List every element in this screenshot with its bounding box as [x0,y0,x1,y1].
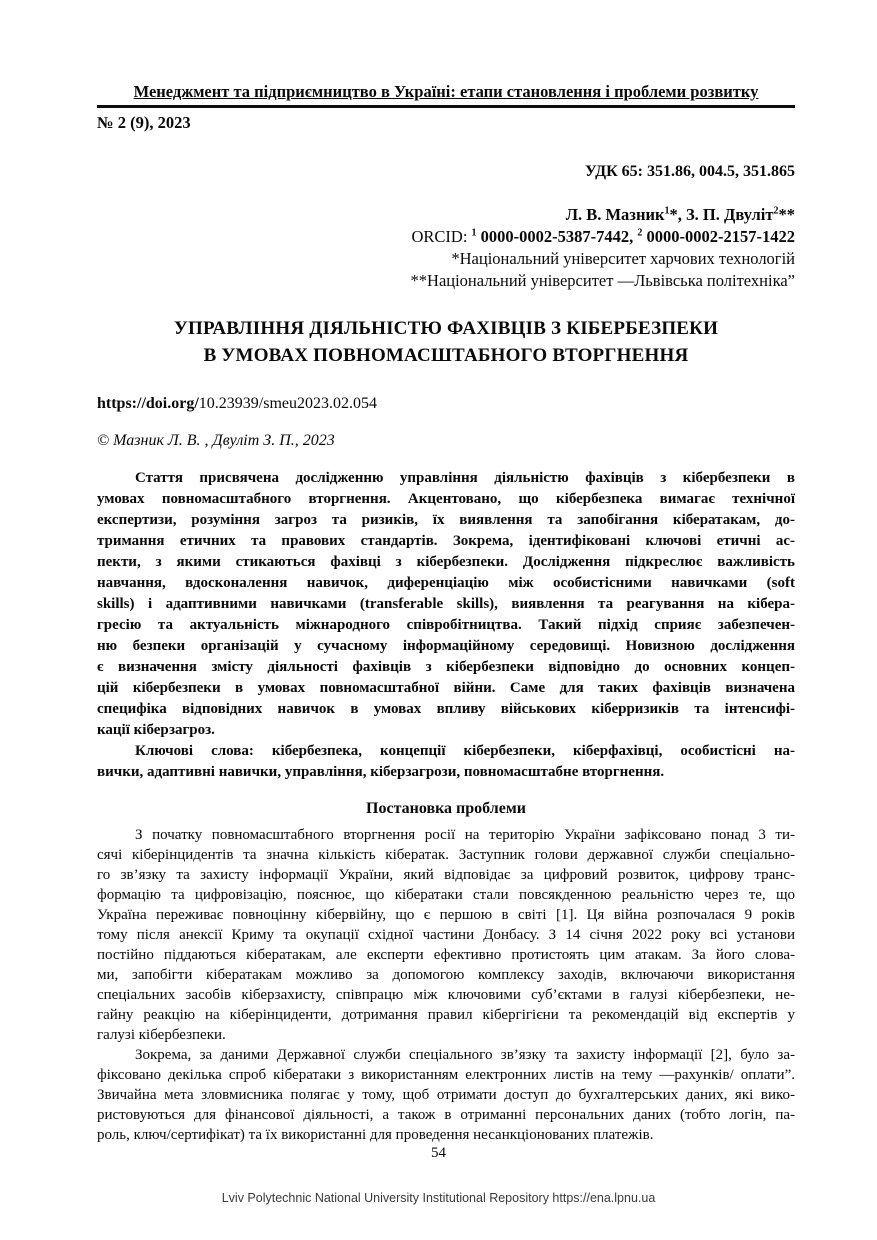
text-line: експертизи, розуміння загроз та ризиків, їх виявлення та запобігання кібератакам, до- [97,512,795,528]
text-line: кації кіберзагроз. [97,722,215,738]
text-line: Ключові слова: кібербезпека, концепції кібербезпеки, кіберфахівці, особистісні на- [135,743,795,759]
author-2-stars: ** [778,205,795,224]
text-line: го зв’язку та захисту інформації України, який відповідає за цифровий розвиток, цифрову транс- [97,867,795,883]
keywords-paragraph [97,741,795,783]
author-separator: *, [669,205,686,224]
text-line: спеціальних засобів кіберзахисту, співпрацю між ключовими суб’єктами в галузі кібербезпеки, не- [97,987,795,1003]
authors-line [97,205,795,225]
doi-prefix: https://doi.org/ [97,395,199,412]
page-number: 54 [431,1145,446,1161]
page-content [97,0,795,1145]
body-paragraph-2 [97,1045,795,1145]
article-title [97,315,795,369]
text-line: навчання, вдосконалення навичок, диференціацію між особистісними навичками (soft [97,575,795,591]
doi-path: 10.23939/smeu2023.02.054 [198,395,378,412]
text-line: фіксовано декілька спроб кібератаки з використанням електронних листів на тему —рахунків/ оплати”. [97,1067,795,1083]
text-line: вички, адаптивні навички, управління, кіберзагрози, повномасштабне вторгнення. [97,764,665,780]
article-title-line-1: УПРАВЛІННЯ ДІЯЛЬНІСТЮ ФАХІВЦІВ З КІБЕРБЕЗПЕКИ [173,318,719,339]
author-1-name: Л. В. Мазник [565,205,665,224]
text-line: специфіка відповідних навичок в умовах впливу військових кіберризиків та інтенсифі- [97,701,795,717]
repository-footer: Lviv Polytechnic National University Institutional Repository https://ena.lpnu.ua [221,1191,656,1205]
orcid-line [97,227,795,247]
text-line: гресію та актуальність міжнародного співробітництва. Такий підхід сприяє забезпечен- [97,617,795,633]
text-line: формацію та цифровізацію, пояснює, що кібератаки стали повсякденною реальністю через те, що [97,887,795,903]
text-line: роль, ключ/сертифікат) та їх використанні для проведення несанкціонованих платежів. [97,1127,654,1143]
text-line: ми, запобігти кібератакам можливо за допомогою комплексу заходів, включаючи використання [97,967,795,983]
section-body [97,825,795,1145]
text-line: З початку повномасштабного вторгнення росії на територію України зафіксовано понад 3 ти- [135,827,795,843]
journal-issue: № 2 (9), 2023 [97,113,191,132]
journal-title: Менеджмент та підприємництво в Україні: етапи становлення і проблеми розвитку [133,82,759,101]
abstract-paragraph [97,468,795,741]
text-line: ристовуються для фінансової діяльності, а також в отриманні персональних даних (тобто логін, па- [97,1107,795,1123]
orcid-label: ORCID: [411,227,472,246]
text-line: Зокрема, за даними Державної служби спеціального зв’язку та захисту інформації [2], було за- [135,1047,795,1063]
text-line: постійно піддаються кібератакам, але експерти ефективно протистоять цим атакам. За його слова- [97,947,795,963]
text-line: є визначення змісту діяльності фахівців з кібербезпеки відповідно до основних концеп- [97,659,795,675]
text-line: тримання етичних та правових стандартів. Зокрема, ідентифіковані ключові етичні ас- [97,533,795,549]
body-paragraph-1 [97,825,795,1045]
text-line: цій кібербезпеки в умовах повномасштабної війни. Саме для таких фахівців визначена [97,680,795,696]
text-line: сячі кіберінцидентів та значна кількість кібератак. Заступник голови державної служби спеціально- [97,847,795,863]
text-line: Звичайна мета зловмисника полягає у тому, щоб отримати доступ до бухгалтерських даних, які вико- [97,1087,795,1103]
text-line: галузі кібербезпеки. [97,1027,226,1043]
journal-running-head [97,82,795,108]
text-line: ню безпеки організацій у сучасному інформаційному середовищі. Новизною дослідження [97,638,795,654]
text-line: умовах повномасштабного вторгнення. Акцентовано, що кібербезпека вимагає технічної [97,491,795,507]
orcid-superscript-1: 1 [471,227,477,239]
text-line: тому після анексії Криму та окупації східної частини Донбасу. З 14 січня 2022 року всі установи [97,927,795,943]
orcid-id-1: 0000-0002-5387-7442, [476,227,638,246]
udk-code: УДК 65: 351.86, 004.5, 351.865 [584,163,795,180]
section-heading-problem-statement: Постановка проблеми [366,800,526,817]
copyright-line: © Мазник Л. В. , Двуліт З. П., 2023 [97,432,335,449]
affiliation-2: **Національний університет —Львівська політехніка” [410,271,795,290]
author-2-superscript: 2 [773,205,779,217]
orcid-superscript-2: 2 [637,227,643,239]
text-line: Стаття присвячена дослідженню управління діяльністю фахівців з кібербезпеки в [135,470,795,486]
text-line: пекти, з якими стикаються фахівці з кібербезпеки. Дослідження підкреслює важливість [97,554,795,570]
text-line: гайну реакцію на кіберінциденти, дотримання правил кібергігієни та рекомендацій від експертів у [97,1007,795,1023]
text-line: Україна переживає повноцінну кібервійну, що є першою в світі [1]. Ця війна розпочалася 9 років [97,907,795,923]
affiliation-1: *Національний університет харчових технологій [451,249,795,268]
orcid-id-2: 0000-0002-2157-1422 [642,227,795,246]
author-1-superscript: 1 [664,205,670,217]
text-line: skills) і адаптивними навичками (transferable skills), виявлення та реагування на кібера- [97,596,795,612]
doi-line [97,395,795,413]
article-title-line-2: В УМОВАХ ПОВНОМАСШТАБНОГО ВТОРГНЕННЯ [203,345,689,366]
author-2-name: З. П. Двуліт [685,205,774,224]
